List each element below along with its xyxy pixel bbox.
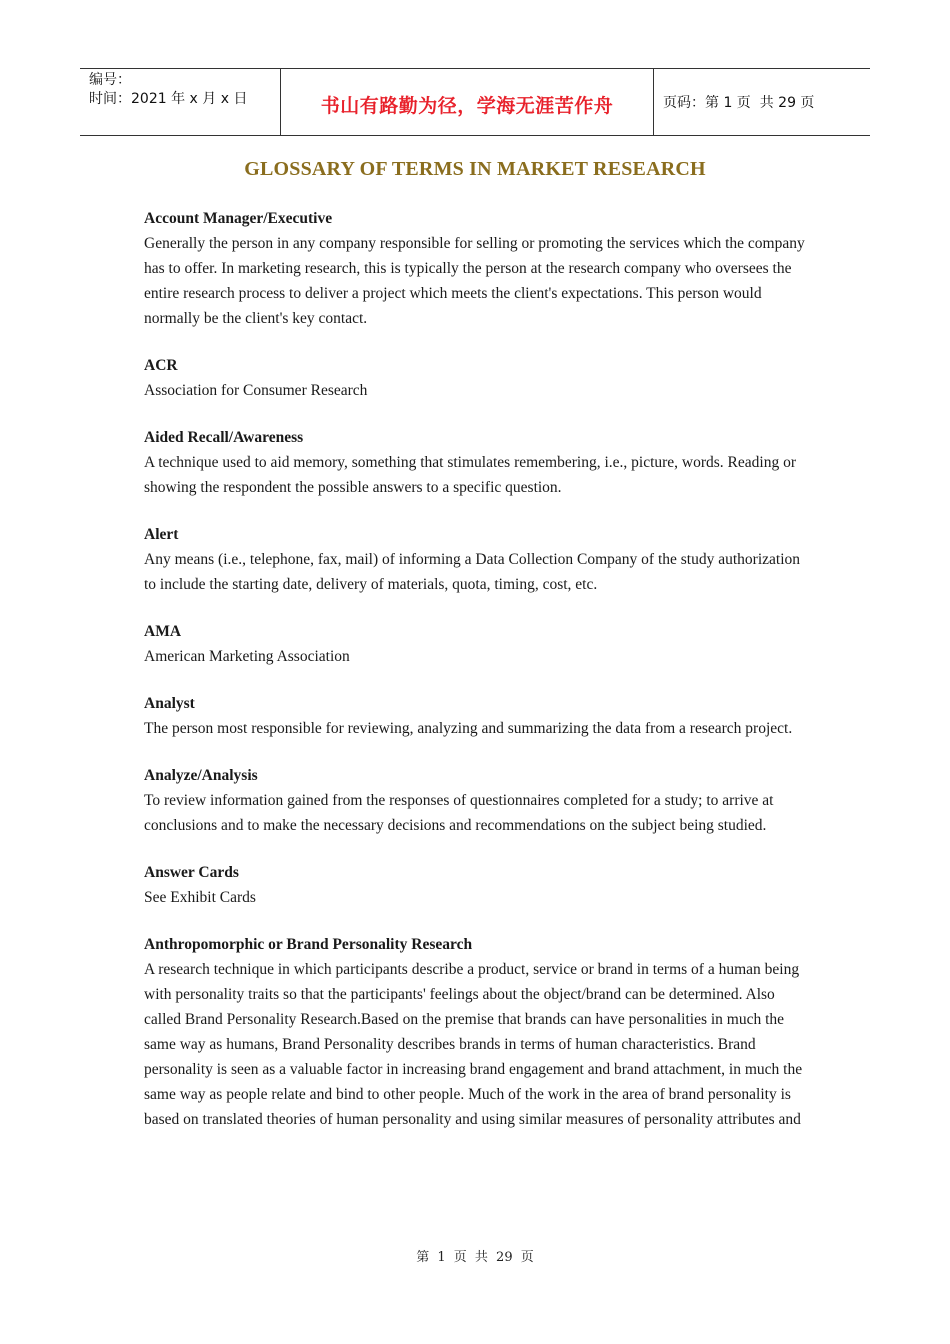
glossary-definition: The person most responsible for reviewing, analyzing and summarizing the data from a research project.: [144, 720, 793, 737]
date-label: 时间：2021 年 x 月 x 日: [89, 91, 248, 107]
glossary-term: Account Manager/Executive: [144, 210, 333, 227]
glossary-entry: [144, 860, 814, 910]
glossary-definition: Generally the person in any company responsible for selling or promoting the services which the company has to offer. In marketing research, this is typically the person at the research company who oversees the entire research process to deliver a project which meets the client's expectations. This person would normally be the client's key contact.: [144, 235, 805, 327]
glossary-list: [144, 206, 814, 1154]
glossary-definition: Association for Consumer Research: [144, 382, 368, 399]
document-title: GLOSSARY OF TERMS IN MARKET RESEARCH: [244, 158, 706, 180]
header-meta-cell: [80, 69, 281, 135]
glossary-term: Analyze/Analysis: [144, 767, 258, 784]
glossary-definition: See Exhibit Cards: [144, 889, 256, 906]
glossary-entry: [144, 425, 814, 500]
glossary-term: AMA: [144, 623, 182, 640]
glossary-term: Analyst: [144, 695, 195, 712]
glossary-definition: A technique used to aid memory, something that stimulates remembering, i.e., picture, words. Reading or showing the respondent the possible answers to a specific question.: [144, 454, 796, 496]
glossary-term: ACR: [144, 357, 178, 374]
glossary-term: Answer Cards: [144, 864, 239, 881]
glossary-definition: American Marketing Association: [144, 648, 350, 665]
glossary-entry: [144, 763, 814, 838]
glossary-definition: Any means (i.e., telephone, fax, mail) of informing a Data Collection Company of the study authorization to include the starting date, delivery of materials, quota, timing, cost, etc.: [144, 551, 800, 593]
glossary-definition: To review information gained from the responses of questionnaires completed for a study; to arrive at conclusions and to make the necessary decisions and recommendations on the subject being studied.: [144, 792, 774, 834]
glossary-entry: [144, 691, 814, 741]
glossary-entry: [144, 206, 814, 331]
header-page-cell: [654, 69, 870, 135]
glossary-entry: [144, 353, 814, 403]
page-header: [80, 68, 870, 136]
number-label: 编号：: [89, 72, 131, 88]
glossary-term: Alert: [144, 526, 179, 543]
slogan: 书山有路勤为径，学海无涯苦作舟: [320, 94, 614, 117]
header-page-info: 页码：第 1 页 共 29 页: [663, 95, 815, 111]
page-footer: 第 1 页 共 29 页: [416, 1250, 534, 1265]
glossary-entry: [144, 522, 814, 597]
glossary-term: Aided Recall/Awareness: [144, 429, 304, 446]
glossary-entry: [144, 932, 814, 1132]
header-slogan-cell: [281, 69, 654, 135]
glossary-term: Anthropomorphic or Brand Personality Research: [144, 936, 473, 953]
glossary-entry: [144, 619, 814, 669]
glossary-definition: A research technique in which participants describe a product, service or brand in terms of a human being with personality traits so that the participants' feelings about the object/brand can be determined. Also called Brand Personality Research.Based on the premise that brands can have personalities in much the same way as humans, Brand Personality describes brands in terms of human characteristics. Brand personality is seen as a valuable factor in increasing brand engagement and brand attachment, in much the same way as people relate and bind to other people. Much of the work in the area of brand personality is based on translated theories of human personality and using similar measures of personality attributes and: [144, 961, 803, 1128]
